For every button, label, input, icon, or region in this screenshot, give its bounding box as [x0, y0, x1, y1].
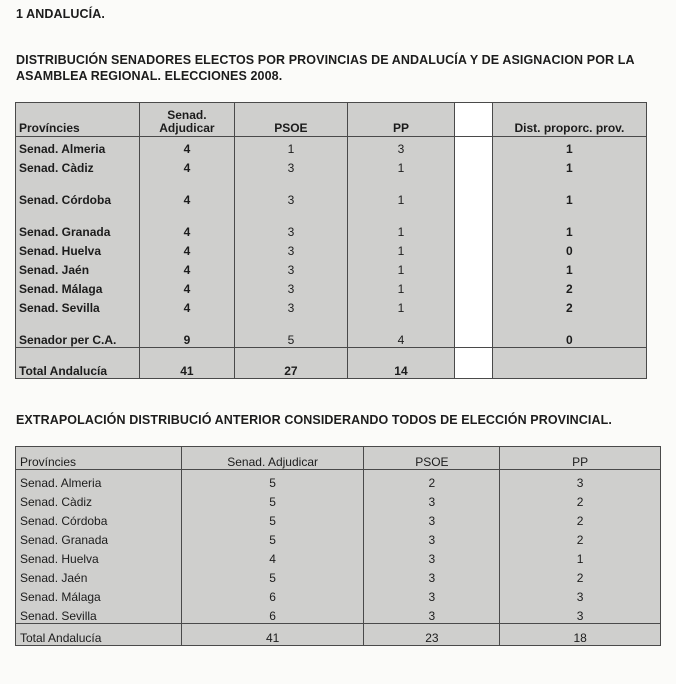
cell-pp: 2	[500, 490, 661, 509]
cell-senad: 4	[181, 547, 364, 566]
table-row	[16, 175, 647, 207]
cell-psoe: 3	[235, 175, 348, 207]
cell-dist: 1	[492, 258, 646, 277]
cell-pp: 3	[500, 470, 661, 491]
cell-psoe: 3	[364, 490, 500, 509]
cell-senad: 4	[139, 137, 234, 157]
table-row	[16, 258, 647, 277]
cell-blank	[455, 348, 493, 379]
header-dist-proporc: Dist. proporc. prov.	[492, 103, 646, 137]
header-senad-adjudicar: Senad. Adjudicar	[181, 447, 364, 470]
cell-blank	[455, 156, 493, 175]
table-row	[16, 604, 661, 624]
cell-total-psoe: 27	[235, 348, 348, 379]
cell-total-pp: 18	[500, 624, 661, 646]
cell-psoe: 3	[235, 296, 348, 315]
cell-pp: 1	[347, 175, 455, 207]
cell-pp: 1	[347, 156, 455, 175]
cell-total-pp: 14	[347, 348, 455, 379]
cell-blank	[455, 277, 493, 296]
cell-dist: 2	[492, 277, 646, 296]
cell-senad: 5	[181, 528, 364, 547]
cell-blank	[455, 137, 493, 157]
table-row	[16, 547, 661, 566]
cell-psoe: 3	[364, 566, 500, 585]
cell-province: Senad. Huelva	[16, 239, 140, 258]
cell-pp: 1	[347, 296, 455, 315]
section-title: 1 ANDALUCÍA.	[16, 7, 105, 21]
cell-senad: 5	[181, 566, 364, 585]
cell-pp: 1	[347, 239, 455, 258]
cell-psoe: 5	[235, 315, 348, 348]
cell-psoe: 3	[235, 239, 348, 258]
header-blank	[455, 103, 493, 137]
cell-blank	[455, 239, 493, 258]
cell-dist: 1	[492, 207, 646, 239]
header-provincies: Províncies	[16, 103, 140, 137]
table-row	[16, 509, 661, 528]
cell-dist: 1	[492, 137, 646, 157]
cell-pp: 2	[500, 566, 661, 585]
cell-pp: 3	[500, 585, 661, 604]
cell-province: Senad. Huelva	[16, 547, 182, 566]
cell-senad: 4	[139, 156, 234, 175]
cell-senad: 4	[139, 239, 234, 258]
cell-province: Senad. Granada	[16, 207, 140, 239]
cell-province: Senad. Càdiz	[16, 156, 140, 175]
cell-pp: 4	[347, 315, 455, 348]
cell-province: Senad. Málaga	[16, 277, 140, 296]
cell-pp: 2	[500, 528, 661, 547]
cell-senad: 5	[181, 490, 364, 509]
cell-blank	[455, 207, 493, 239]
cell-province: Senad. Córdoba	[16, 175, 140, 207]
cell-senad: 4	[139, 175, 234, 207]
table-row	[16, 137, 647, 157]
table1-header-row	[16, 103, 647, 137]
header-senad-adjudicar: Senad. Adjudicar	[139, 103, 234, 137]
cell-dist: 1	[492, 156, 646, 175]
cell-blank	[455, 258, 493, 277]
cell-psoe: 3	[364, 547, 500, 566]
total-row	[16, 348, 647, 379]
cell-total-psoe: 23	[364, 624, 500, 646]
cell-province: Senad. Córdoba	[16, 509, 182, 528]
cell-pp: 1	[347, 258, 455, 277]
cell-senad: 4	[139, 296, 234, 315]
cell-pp: 3	[500, 604, 661, 624]
table-row	[16, 296, 647, 315]
cell-psoe: 3	[364, 585, 500, 604]
cell-psoe: 3	[364, 528, 500, 547]
table-row	[16, 207, 647, 239]
cell-total-senad: 41	[181, 624, 364, 646]
cell-province: Senad. Sevilla	[16, 296, 140, 315]
total-row	[16, 624, 661, 646]
table-row	[16, 315, 647, 348]
cell-pp: 1	[500, 547, 661, 566]
cell-province: Senad. Sevilla	[16, 604, 182, 624]
cell-province: Senad. Jaén	[16, 258, 140, 277]
header-psoe: PSOE	[364, 447, 500, 470]
cell-psoe: 3	[235, 258, 348, 277]
table-row	[16, 470, 661, 491]
cell-senad: 4	[139, 258, 234, 277]
cell-dist: 0	[492, 239, 646, 258]
cell-province: Senad. Jaén	[16, 566, 182, 585]
table-row	[16, 566, 661, 585]
cell-pp: 2	[500, 509, 661, 528]
table-row	[16, 528, 661, 547]
extrapolation-table	[15, 446, 661, 646]
cell-senad: 6	[181, 604, 364, 624]
cell-province: Senad. Almeria	[16, 470, 182, 491]
header-pp: PP	[500, 447, 661, 470]
cell-senad: 5	[181, 509, 364, 528]
table-row	[16, 585, 661, 604]
header-psoe: PSOE	[235, 103, 348, 137]
cell-senad: 4	[139, 207, 234, 239]
table-row	[16, 156, 647, 175]
cell-total-label: Total Andalucía	[16, 624, 182, 646]
cell-pp: 1	[347, 207, 455, 239]
table1-title: DISTRIBUCIÓN SENADORES ELECTOS POR PROVINCIAS DE ANDALUCÍA Y DE ASIGNACION POR LA ASAMBLEA REGIONAL. ELECCIONES 2008.	[16, 53, 635, 83]
cell-psoe: 3	[235, 277, 348, 296]
cell-dist: 1	[492, 175, 646, 207]
cell-senad: 4	[139, 277, 234, 296]
cell-psoe: 3	[364, 509, 500, 528]
cell-province: Senador per C.A.	[16, 315, 140, 348]
cell-province: Senad. Almeria	[16, 137, 140, 157]
cell-blank	[455, 296, 493, 315]
cell-senad: 5	[181, 470, 364, 491]
cell-pp: 3	[347, 137, 455, 157]
header-provincies: Províncies	[16, 447, 182, 470]
table-row	[16, 490, 661, 509]
senators-distribution-table	[15, 102, 647, 379]
cell-total-dist	[492, 348, 646, 379]
cell-blank	[455, 175, 493, 207]
cell-psoe: 1	[235, 137, 348, 157]
cell-dist: 2	[492, 296, 646, 315]
cell-total-senad: 41	[139, 348, 234, 379]
cell-psoe: 2	[364, 470, 500, 491]
cell-psoe: 3	[235, 156, 348, 175]
cell-senad: 6	[181, 585, 364, 604]
cell-psoe: 3	[235, 207, 348, 239]
header-pp: PP	[347, 103, 455, 137]
cell-total-label: Total Andalucía	[16, 348, 140, 379]
cell-province: Senad. Granada	[16, 528, 182, 547]
table2-title: EXTRAPOLACIÓN DISTRIBUCIÓ ANTERIOR CONSIDERANDO TODOS DE ELECCIÓN PROVINCIAL.	[16, 413, 612, 427]
table2-header-row	[16, 447, 661, 470]
cell-pp: 1	[347, 277, 455, 296]
cell-dist: 0	[492, 315, 646, 348]
table-row	[16, 277, 647, 296]
cell-psoe: 3	[364, 604, 500, 624]
cell-province: Senad. Càdiz	[16, 490, 182, 509]
cell-senad: 9	[139, 315, 234, 348]
cell-province: Senad. Málaga	[16, 585, 182, 604]
cell-blank	[455, 315, 493, 348]
table-row	[16, 239, 647, 258]
